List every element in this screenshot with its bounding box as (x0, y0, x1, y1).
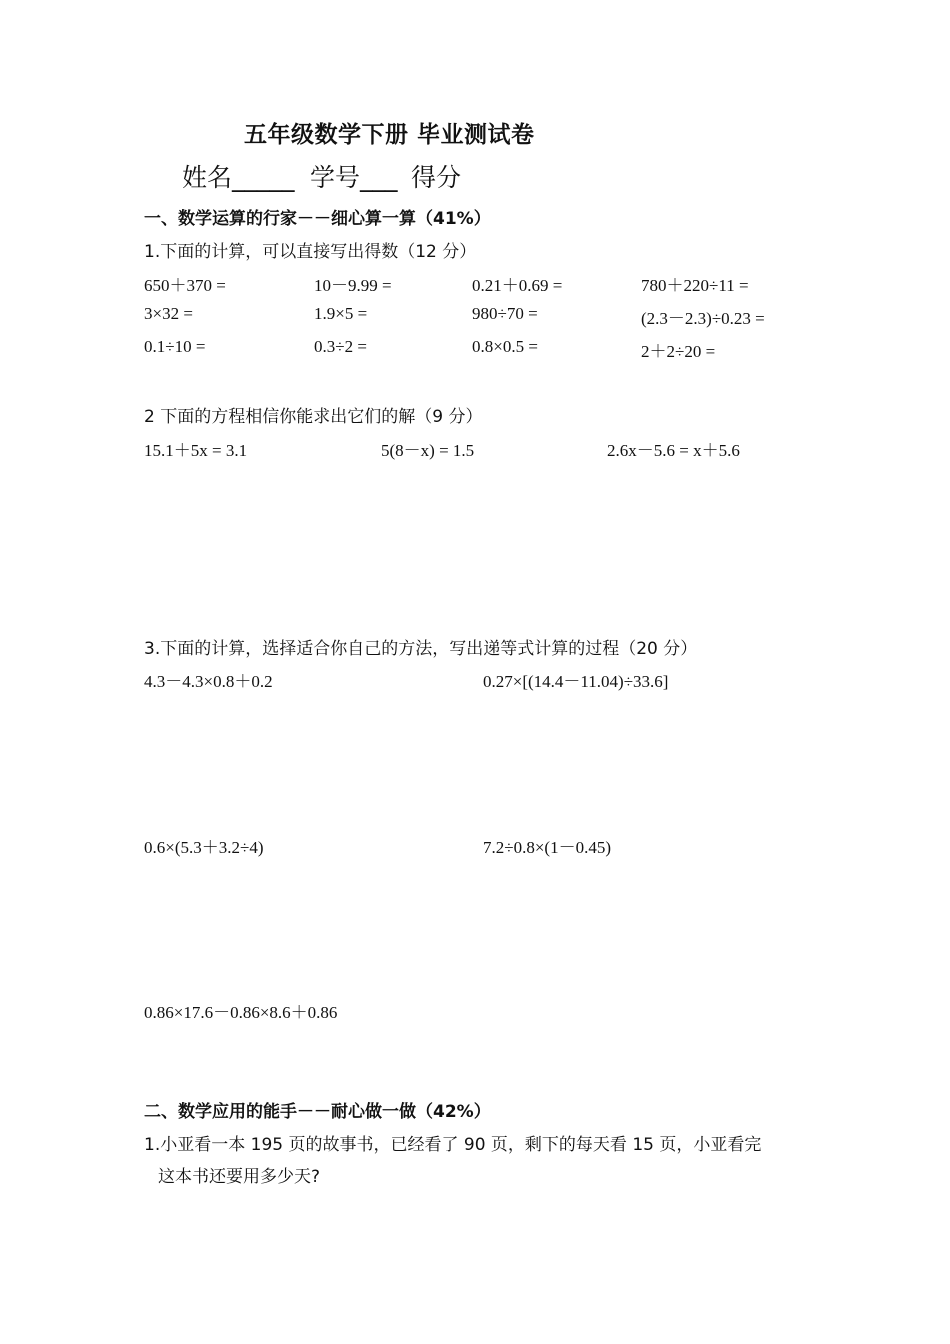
question3-prompt: 3.下面的计算，选择适合你自己的方法，写出递等式计算的过程（20 分） (144, 639, 698, 659)
section1-heading: 一、数学运算的行家－－细心算一算（41%） (144, 209, 491, 229)
q1-item: 1.9×5 = (314, 304, 368, 323)
question2-prompt: 2 下面的方程相信你能求出它们的解（9 分） (144, 407, 483, 427)
equation: 5(8－x) = 1.5 (381, 441, 475, 460)
name-field: 姓名_____ (182, 163, 295, 192)
q1-item: 780＋220÷11 = (641, 276, 749, 295)
student-number-field: 学号___ (310, 163, 398, 192)
q1-item: 3×32 = (144, 304, 193, 323)
q1-item: 650＋370 = (144, 276, 226, 295)
word-problem-line1: 1.小亚看一本 195 页的故事书，已经看了 90 页，剩下的每天看 15 页，小亚看完 (144, 1135, 762, 1155)
q1-item: (2.3－2.3)÷0.23 = (641, 309, 765, 328)
q1-item: 2＋2÷20 = (641, 342, 716, 361)
score-field: 得分 (411, 163, 462, 192)
section2-heading: 二、数学应用的能手－－耐心做一做（42%） (144, 1102, 491, 1122)
question1-prompt: 1.下面的计算，可以直接写出得数（12 分） (144, 242, 477, 262)
word-problem-line2: 这本书还要用多少天? (158, 1167, 321, 1187)
q3-expression: 0.86×17.6－0.86×8.6＋0.86 (144, 1003, 338, 1022)
q1-item: 0.21＋0.69 = (472, 276, 563, 295)
q3-expression: 7.2÷0.8×(1－0.45) (483, 838, 611, 857)
q1-item: 0.1÷10 = (144, 337, 206, 356)
q1-item: 0.3÷2 = (314, 337, 367, 356)
q3-expression: 0.27×[(14.4－11.04)÷33.6] (483, 672, 669, 691)
q1-item: 980÷70 = (472, 304, 538, 323)
q1-item: 10－9.99 = (314, 276, 392, 295)
q3-expression: 0.6×(5.3＋3.2÷4) (144, 838, 264, 857)
q1-item: 0.8×0.5 = (472, 337, 538, 356)
q3-expression: 4.3－4.3×0.8＋0.2 (144, 672, 273, 691)
equation: 15.1＋5x = 3.1 (144, 441, 248, 460)
page-title: 五年级数学下册 毕业测试卷 (244, 122, 535, 148)
equation: 2.6x－5.6 = x＋5.6 (607, 441, 740, 460)
